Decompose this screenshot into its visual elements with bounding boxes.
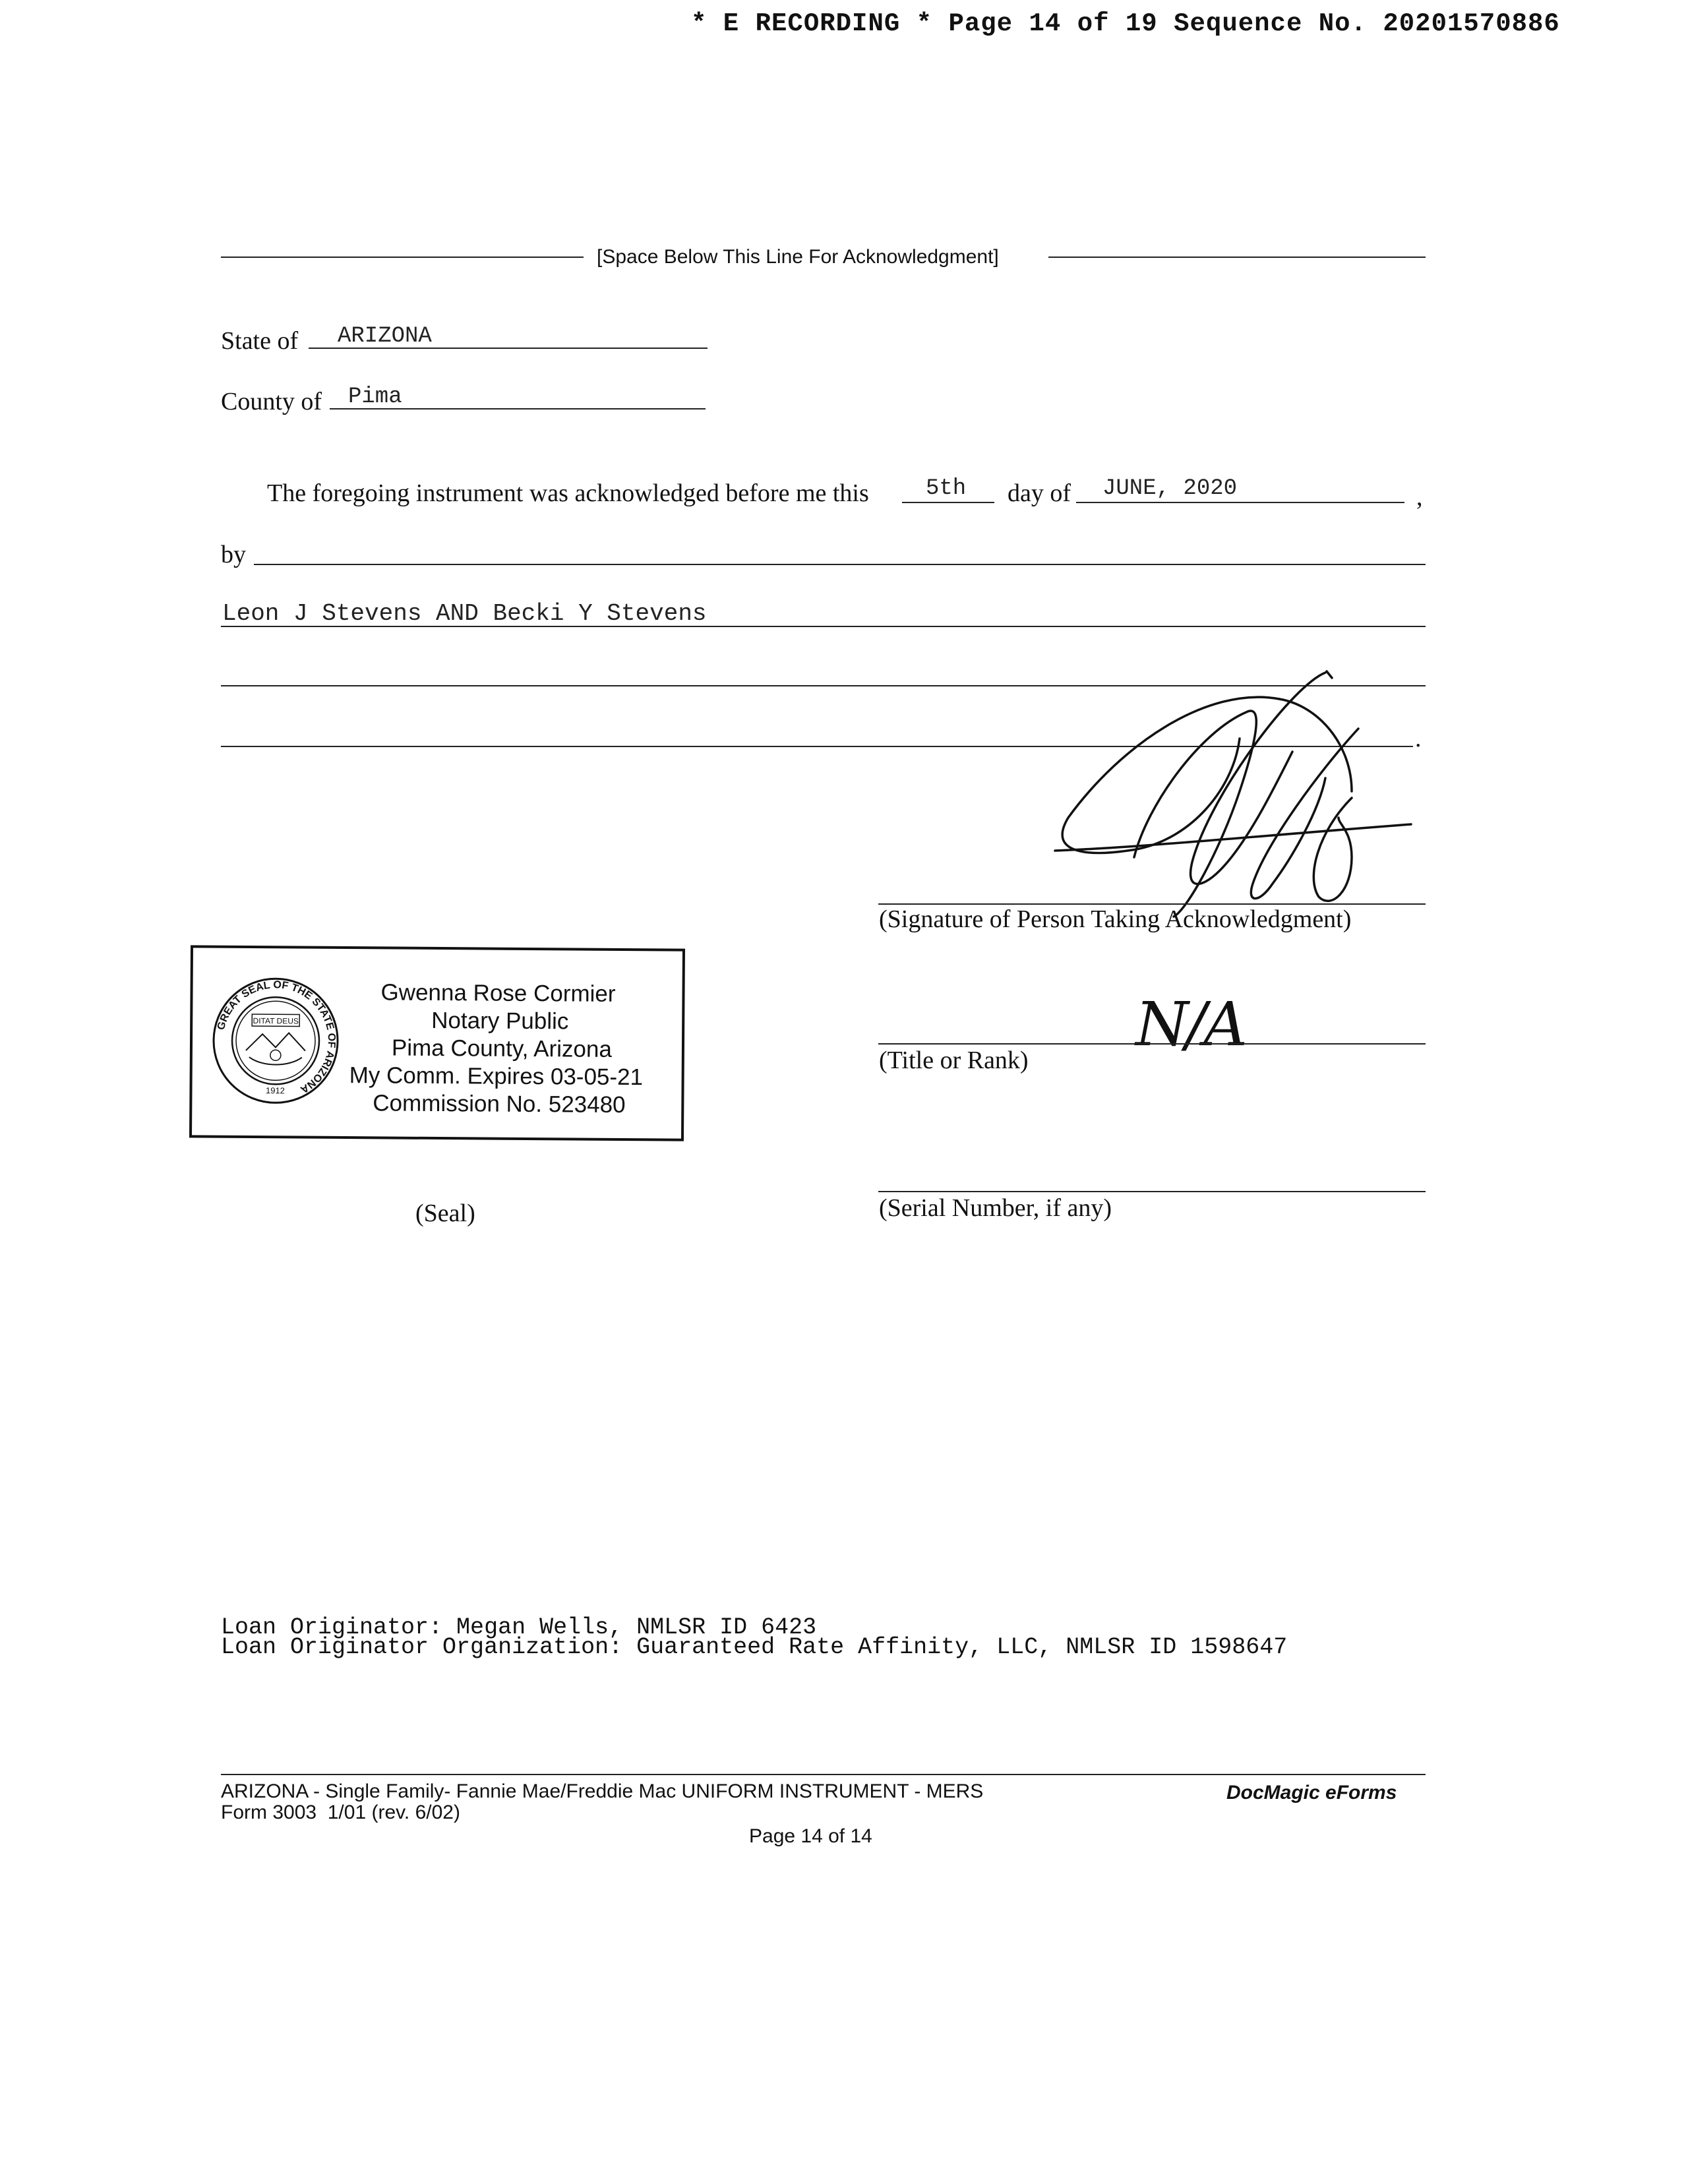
title-underline [878, 1043, 1426, 1045]
notary-county: Pima County, Arizona [391, 1035, 613, 1062]
serial-underline [878, 1191, 1426, 1192]
page-number: Page 14 of 14 [749, 1825, 872, 1847]
great-seal-icon [209, 975, 342, 1107]
signature-label: (Signature of Person Taking Acknowledgment) [879, 905, 1352, 933]
title-label: (Title or Rank) [879, 1046, 1029, 1074]
state-value: ARIZONA [338, 324, 432, 349]
month-year-underline [1076, 502, 1404, 503]
loan-originator-organization: Loan Originator Organization: Guaranteed Rate Affinity, LLC, NMLSR ID 1598647 [221, 1634, 1288, 1660]
day-value: 5th [926, 476, 967, 501]
day-underline [902, 502, 994, 503]
divider-right [1048, 257, 1426, 258]
state-underline [309, 348, 708, 349]
notary-signature [1042, 659, 1451, 943]
county-underline [330, 408, 706, 410]
svg-text:GREAT SEAL OF THE STATE OF ARI: GREAT SEAL OF THE STATE OF ARIZONA [215, 979, 338, 1095]
loan-originator: Loan Originator: Megan Wells, NMLSR ID 6423 [221, 1614, 817, 1641]
recording-stamp: * E RECORDING * Page 14 of 19 Sequence No. 20201570886 [691, 9, 1560, 38]
title-handwritten: N/A [1135, 989, 1245, 1060]
month-year-value: JUNE, 2020 [1102, 476, 1238, 501]
county-label: County of [221, 388, 322, 415]
notary-name: Gwenna Rose Cormier [380, 979, 616, 1007]
period: . [1415, 725, 1422, 752]
by-underline [254, 564, 1426, 565]
svg-text:1912: 1912 [265, 1085, 286, 1096]
names-value: Leon J Stevens AND Becki Y Stevens [222, 600, 707, 627]
notary-commission: Commission No. 523480 [373, 1090, 626, 1118]
state-label: State of [221, 327, 299, 355]
names-underline [221, 626, 1426, 627]
brand-logo: DocMagic eForms [1226, 1782, 1397, 1804]
foregoing-text: The foregoing instrument was acknowledged before me this [267, 479, 869, 507]
form-line-1: ARIZONA - Single Family- Fannie Mae/Freddie Mac UNIFORM INSTRUMENT - MERS [221, 1780, 984, 1802]
county-value: Pima [348, 384, 402, 410]
comma: , [1416, 483, 1423, 511]
footer-rule [221, 1774, 1426, 1775]
by-label: by [221, 541, 246, 568]
divider-left [221, 257, 584, 258]
form-line-2: Form 3003 1/01 (rev. 6/02) [221, 1802, 460, 1823]
seal-label: (Seal) [415, 1199, 475, 1227]
notary-expires: My Comm. Expires 03-05-21 [349, 1062, 644, 1091]
svg-text:DITAT DEUS: DITAT DEUS [253, 1016, 299, 1026]
serial-label: (Serial Number, if any) [879, 1194, 1112, 1222]
notary-title: Notary Public [431, 1007, 569, 1035]
acknowledgment-divider-text: [Space Below This Line For Acknowledgment] [597, 246, 999, 268]
day-of-text: day of [1008, 479, 1071, 507]
notary-seal-box [189, 945, 685, 1141]
